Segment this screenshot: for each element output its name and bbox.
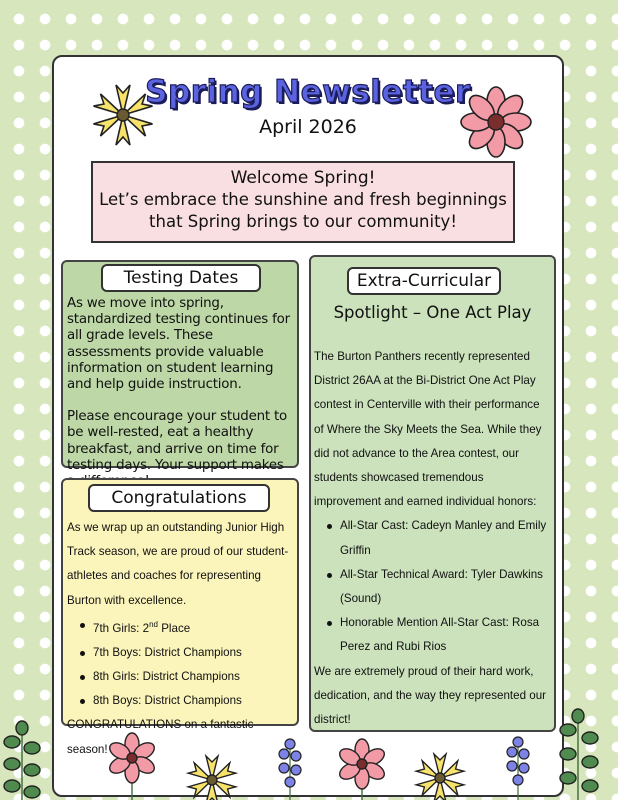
testing-dates-section	[61, 260, 299, 473]
results-list	[67, 613, 295, 714]
welcome-message: Let’s embrace the sunshine and fresh beginnings that Spring brings to our community!	[99, 190, 507, 231]
list-item: All-Star Cast: Cadeyn Manley and Emily Griffin	[314, 514, 550, 562]
extra-curricular-heading: Extra-Curricular	[347, 267, 501, 295]
extra-closing: We are extremely proud of their hard work, dedication, and the way they represented our district!	[314, 664, 547, 727]
spotlight-subheading: Spotlight – One Act Play	[333, 303, 532, 322]
garden-border-icon	[0, 700, 618, 800]
testing-paragraph-1: As we move into spring, standardized testing continues for all grade levels. These assessments provide valuable information on student learning and help guide instruction.	[67, 296, 290, 393]
testing-paragraph-2: Please encourage your student to be well-rested, eat a healthy breakfast, and arrive on time for testing days. Your support makes	[67, 409, 288, 473]
congratulations-heading: Congratulations	[88, 484, 270, 512]
congratulations-section	[61, 478, 299, 756]
extra-curricular-section	[309, 255, 556, 732]
congratulations-intro: As we wrap up an outstanding Junior High Track season, we are proud of our student-athletes and coaches for representing Burton with excellence.	[67, 521, 289, 607]
congratulations-closing: CONGRATULATIONS on a fantastic season!	[67, 718, 254, 756]
list-item: 7th Girls: 2nd Place	[67, 613, 295, 641]
welcome-banner	[91, 161, 515, 243]
extra-curricular-body	[314, 345, 550, 732]
list-item: 8th Girls: District Champions	[67, 665, 295, 689]
honors-list	[314, 514, 550, 659]
welcome-heading: Welcome Spring!	[230, 168, 376, 188]
testing-dates-heading: Testing Dates	[101, 264, 261, 292]
list-item: Honorable Mention All-Star Cast: Rosa Perez and Rubi Rios	[314, 611, 550, 659]
newsletter-date: April 2026	[259, 116, 357, 138]
newsletter-title: Spring Newsletter	[145, 74, 471, 110]
extra-intro: The Burton Panthers recently represented District 26AA at the Bi-District One Act Play contest in Centerville with their performance of Where the Sky Meets the Sea. While they did not advance to the Area contest, our students showcased tremendous improvement and earned individual honors:	[314, 350, 542, 509]
list-item: 8th Boys: District Champions	[67, 689, 295, 713]
list-item: All-Star Technical Award: Tyler Dawkins (Sound)	[314, 563, 550, 611]
list-item: 7th Boys: District Champions	[67, 641, 295, 665]
testing-dates-body	[67, 296, 295, 506]
